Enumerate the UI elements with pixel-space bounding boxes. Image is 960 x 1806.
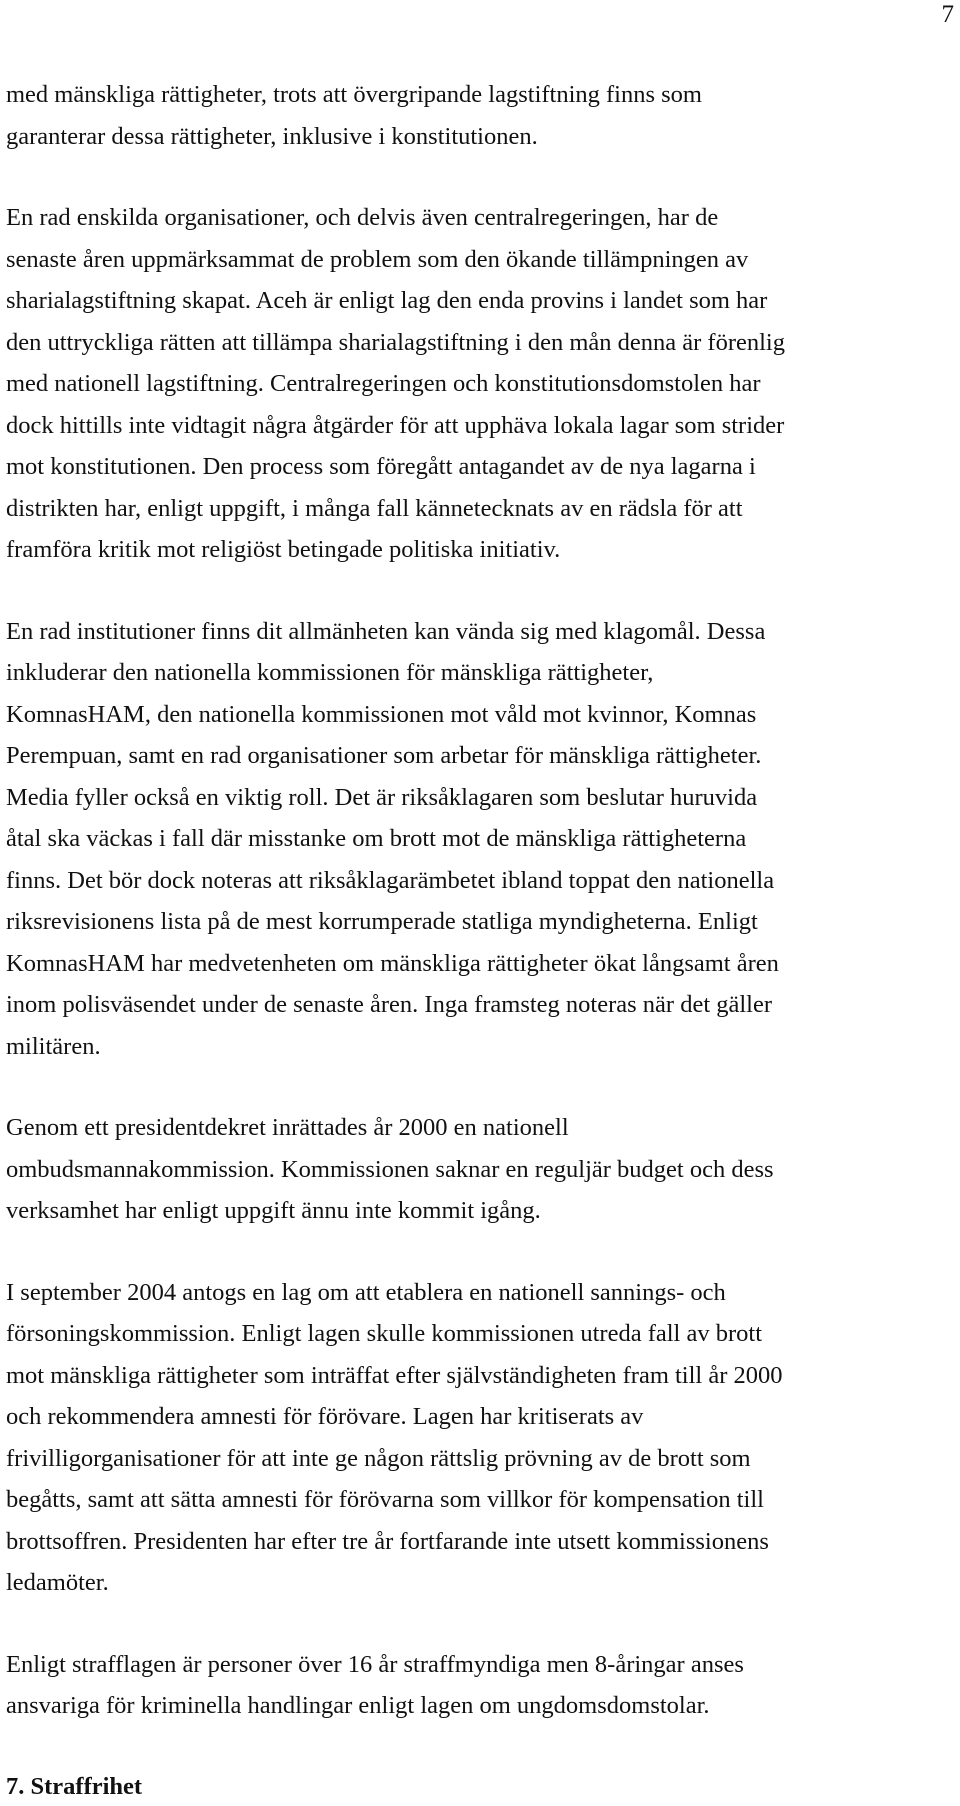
page-number: 7 <box>941 1 954 28</box>
paragraph-6: Enligt strafflagen är personer över 16 år straffmyndiga men 8-åringar anses ansvariga för kriminella handlingar enligt lagen om ungdomsdomstolar. <box>6 1650 744 1719</box>
paragraph-3: En rad institutioner finns dit allmänheten kan vända sig med klagomål. Dessa inkluderar den nationella kommissionen för mänskliga rättigheter, KomnasHAM, den nationella kommissionen mot våld mot kvinnor, Komnas Perempuan, samt en rad organisationer som arbetar för mänskliga rättigheter. Media fyller också en viktig roll. Det är riksåklagaren som beslutar huruvida åtal ska väckas i fall där misstanke om brott mot de mänskliga rättigheterna finns. Det bör dock noteras att riksåklagarämbetet ibland toppat den nationella riksrevisionens lista på de mest korrumperade statliga myndigheterna. Enligt KomnasHAM har medvetenheten om mänskliga rättigheter ökat långsamt åren inom polisväsendet under de senaste åren. Inga framsteg noteras när det gäller militären. <box>6 617 779 1060</box>
paragraph-5: I september 2004 antogs en lag om att etablera en nationell sannings- och försoningskommission. Enligt lagen skulle kommissionen utreda fall av brott mot mänskliga rättigheter som inträffat efter självständigheten fram till år 2000 och rekommendera amnesti för förövare. Lagen har kritiserats av frivilligorganisationer för att inte ge någon rättslig prövning av de brott som begåtts, samt att sätta amnesti för förövarna som villkor för kompensation till brottsoffren. Presidenten har efter tre år fortfarande inte utsett kommissionens ledamöter. <box>6 1278 783 1596</box>
paragraph-4: Genom ett presidentdekret inrättades år 2000 en nationell ombudsmannakommission. Kommissionen saknar en reguljär budget och dess verksamhet har enligt uppgift ännu inte kommit igång. <box>6 1114 774 1224</box>
document-body <box>6 74 956 1767</box>
section-heading: 7. Straffrihet <box>6 1773 143 1800</box>
paragraph-2: En rad enskilda organisationer, och delvis även centralregeringen, har de senaste åren uppmärksammat de problem som den ökande tillämpningen av sharialagstiftning skapat. Aceh är enligt lag den enda provins i landet som har den uttryckliga rätten att tillämpa sharialagstiftning i den mån denna är förenlig med nationell lagstiftning. Centralregeringen och konstitutionsdomstolen har dock hittills inte vidtagit några åtgärder för att upphäva lokala lagar som strider mot konstitutionen. Den process som föregått antagandet av de nya lagarna i distrikten har, enligt uppgift, i många fall kännetecknats av en rädsla för att framföra kritik mot religiöst betingade politiska initiativ. <box>6 204 785 563</box>
paragraph-1: med mänskliga rättigheter, trots att övergripande lagstiftning finns som garanterar dessa rättigheter, inklusive i konstitutionen. <box>6 81 702 150</box>
